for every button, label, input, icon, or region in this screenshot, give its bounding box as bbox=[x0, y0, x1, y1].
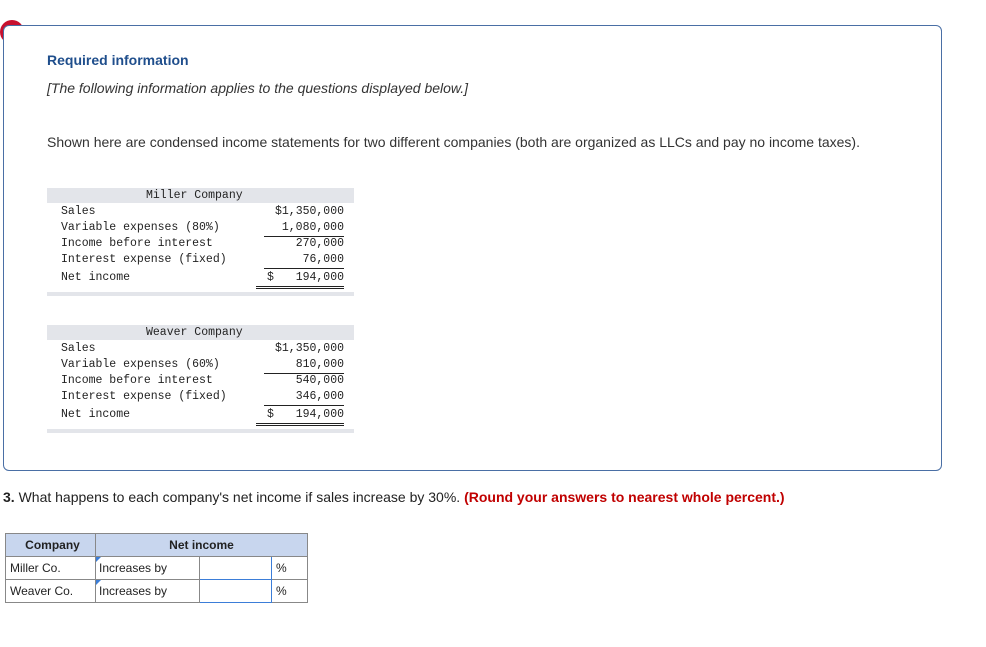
percent-input[interactable] bbox=[200, 580, 272, 603]
row-value: 810,000 bbox=[264, 357, 344, 374]
row-value: 1,080,000 bbox=[264, 220, 344, 237]
statement-row bbox=[47, 270, 354, 286]
weaver-income-statement bbox=[47, 325, 354, 433]
direction-dropdown[interactable] bbox=[96, 557, 200, 580]
answer-table bbox=[5, 533, 308, 603]
row-label: Interest expense (fixed) bbox=[61, 390, 227, 403]
dropdown-indicator-icon bbox=[96, 580, 101, 585]
row-label: Net income bbox=[61, 408, 131, 421]
percent-unit: % bbox=[272, 557, 308, 580]
statement-row bbox=[47, 220, 354, 236]
dropdown-value: Increases by bbox=[99, 584, 168, 598]
row-value: $1,350,000 bbox=[274, 342, 344, 355]
row-label: Variable expenses (60%) bbox=[61, 358, 220, 371]
row-label: Sales bbox=[61, 342, 96, 355]
statement-company-name: Weaver Company bbox=[47, 325, 354, 340]
dropdown-indicator-icon bbox=[96, 557, 101, 562]
answer-table-header bbox=[6, 534, 308, 557]
currency-symbol: $ bbox=[267, 271, 274, 284]
percent-unit: % bbox=[272, 580, 308, 603]
direction-dropdown[interactable] bbox=[96, 580, 200, 603]
statement-row bbox=[47, 389, 354, 405]
dropdown-value: Increases by bbox=[99, 561, 168, 575]
question-body: What happens to each company's net income if sales increase by 30%. bbox=[14, 489, 465, 505]
row-value: 194,000 bbox=[256, 407, 344, 426]
statement-row bbox=[47, 373, 354, 389]
required-information-panel bbox=[3, 25, 942, 471]
row-label: Income before interest bbox=[61, 237, 213, 250]
table-row bbox=[6, 580, 308, 603]
question-text bbox=[3, 489, 785, 505]
row-value: $1,350,000 bbox=[274, 205, 344, 218]
row-label: Interest expense (fixed) bbox=[61, 253, 227, 266]
table-row bbox=[6, 557, 308, 580]
statement-row bbox=[47, 236, 354, 252]
statement-footer-bar bbox=[47, 429, 354, 433]
header-net-income: Net income bbox=[96, 534, 308, 557]
question-note: (Round your answers to nearest whole percent.) bbox=[464, 489, 785, 505]
required-info-title: Required information bbox=[47, 52, 189, 68]
company-name: Miller Co. bbox=[6, 557, 96, 580]
statement-row bbox=[47, 204, 354, 220]
row-value: 76,000 bbox=[264, 252, 344, 269]
statement-footer-bar bbox=[47, 292, 354, 296]
row-value: 540,000 bbox=[295, 374, 344, 387]
required-info-subtitle: [The following information applies to the questions displayed below.] bbox=[47, 80, 469, 96]
currency-symbol: $ bbox=[267, 408, 274, 421]
intro-text: Shown here are condensed income statements for two different companies (both are organized as LLCs and pay no income taxes). bbox=[47, 134, 860, 150]
row-label: Net income bbox=[61, 271, 131, 284]
miller-income-statement bbox=[47, 188, 354, 296]
row-label: Variable expenses (80%) bbox=[61, 221, 220, 234]
question-number: 3. bbox=[3, 489, 15, 505]
row-label: Income before interest bbox=[61, 374, 213, 387]
company-name: Weaver Co. bbox=[6, 580, 96, 603]
row-label: Sales bbox=[61, 205, 96, 218]
statement-row bbox=[47, 341, 354, 357]
statement-row bbox=[47, 357, 354, 373]
statement-row bbox=[47, 252, 354, 268]
statement-row bbox=[47, 407, 354, 423]
percent-input[interactable] bbox=[200, 557, 272, 580]
row-value: 194,000 bbox=[256, 270, 344, 289]
row-value: 270,000 bbox=[295, 237, 344, 250]
header-company: Company bbox=[6, 534, 96, 557]
statement-company-name: Miller Company bbox=[47, 188, 354, 203]
row-value: 346,000 bbox=[264, 389, 344, 406]
